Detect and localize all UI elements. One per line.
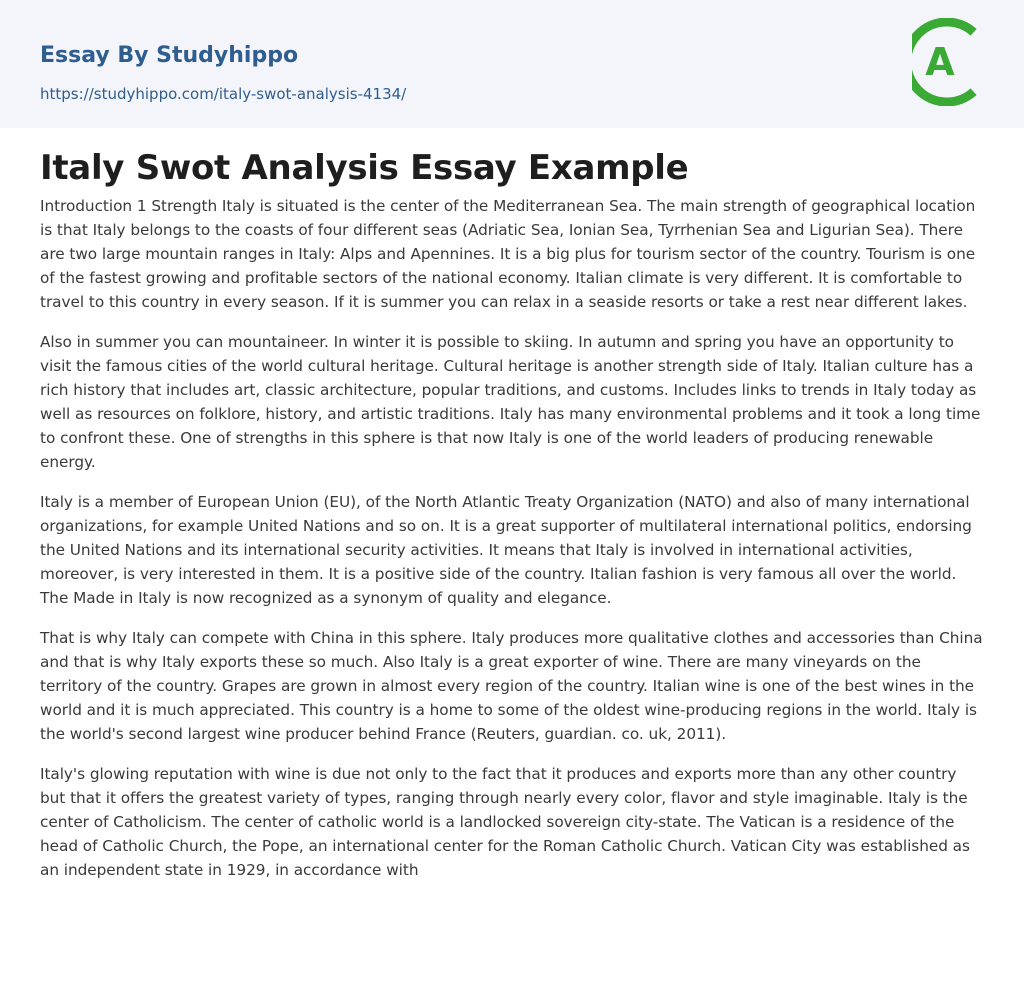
essay-body	[40, 194, 984, 898]
site-brand[interactable]: Essay By Studyhippo	[40, 43, 299, 68]
essay-url-link[interactable]: https://studyhippo.com/italy-swot-analysis-4134/	[40, 85, 407, 103]
essay-paragraph-3: Italy is a member of European Union (EU), of the North Atlantic Treaty Organization (NATO) and also of many international organizations, for example United Nations and so on. It is a great supporter of multilateral international politics, endorsing the United Nations and its international security activities. It means that Italy is involved in international activities, moreover, is very interested in them. It is a positive side of the country. Italian fashion is very famous all over the world. The Made in Italy is now recognized as a synonym of quality and elegance.	[40, 493, 972, 607]
essay-title: Italy Swot Analysis Essay Example	[40, 148, 689, 188]
studyhippo-a-logo-icon[interactable]	[912, 18, 988, 106]
essay-paragraph-1: Introduction 1 Strength Italy is situated is the center of the Mediterranean Sea. The main strength of geographical location is that Italy belongs to the coasts of four different seas (Adriatic Sea, Ionian Sea, Tyrrhenian Sea and Ligurian Sea). There are two large mountain ranges in Italy: Alps and Apennines. It is a big plus for tourism sector of the country. Tourism is one of the fastest growing and profitable sectors of the national economy. Italian climate is very different. It is comfortable to travel to this country in every season. If it is summer you can relax in a seaside resorts or take a rest near different lakes.	[40, 197, 976, 311]
logo-letter: A	[925, 40, 955, 84]
essay-paragraph-4: That is why Italy can compete with China in this sphere. Italy produces more qualitative clothes and accessories than China and that is why Italy exports these so much. Also Italy is a great exporter of wine. There are many vineyards on the territory of the country. Grapes are grown in almost every region of the country. Italian wine is one of the best wines in the world and it is much appreciated. This country is a home to some of the oldest wine-producing regions in the world. Italy is the world's second largest wine producer behind France (Reuters, guardian. co. uk, 2011).	[40, 629, 983, 743]
essay-paragraph-2: Also in summer you can mountaineer. In winter it is possible to skiing. In autumn and spring you have an opportunity to visit the famous cities of the world cultural heritage. Cultural heritage is another strength side of Italy. Italian culture has a rich history that includes art, classic architecture, popular traditions, and customs. Includes links to trends in Italy today as well as resources on folklore, history, and artistic traditions. Italy has many environmental problems and it took a long time to confront these. One of strengths in this sphere is that now Italy is one of the world leaders of producing renewable energy.	[40, 333, 981, 471]
site-header	[0, 0, 1024, 128]
essay-paragraph-5: Italy's glowing reputation with wine is due not only to the fact that it produces and exports more than any other country but that it offers the greatest variety of types, ranging through nearly every color, flavor and style imaginable. Italy is the center of Catholicism. The center of catholic world is a landlocked sovereign city-state. The Vatican is a residence of the head of Catholic Church, the Pope, an international center for the Roman Catholic Church. Vatican City was established as an independent state in 1929, in accordance with	[40, 765, 970, 879]
